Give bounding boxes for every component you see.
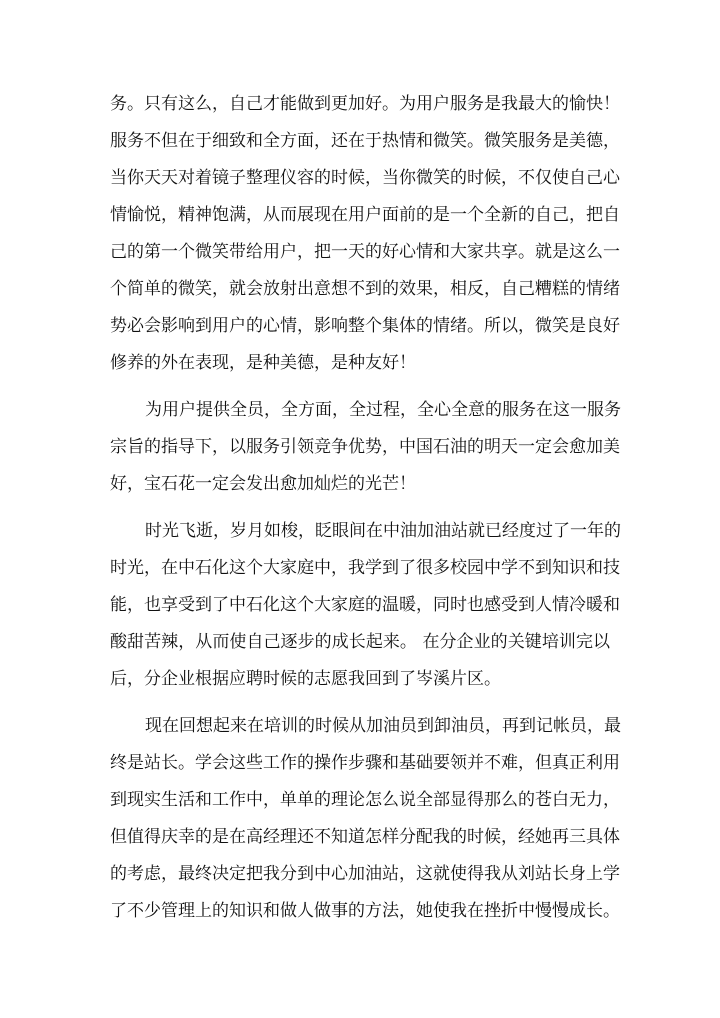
paragraph-1-line-4: 情愉悦，精神饱满，从而展现在用户面前的是一个全新的自己，把自 xyxy=(110,205,620,225)
paragraph-3-line-3: 能，也享受到了中石化这个大家庭的温暖，同时也感受到人情冷暖和 xyxy=(110,595,620,615)
paragraph-1-line-5: 己的第一个微笑带给用户，把一天的好心情和大家共享。就是这么一 xyxy=(110,242,620,262)
paragraph-1-line-8: 修养的外在表现，是种美德，是种友好！ xyxy=(110,353,416,373)
paragraph-4-line-3: 到现实生活和工作中，单单的理论怎么说全部显得那么的苍白无力， xyxy=(110,790,620,810)
paragraph-2-line-2: 宗旨的指导下，以服务引领竞争优势，中国石油的明天一定会愈加美 xyxy=(110,437,620,457)
paragraph-4-line-5: 的考虑，最终决定把我分到中心加油站，这就使得我从刘站长身上学 xyxy=(110,864,620,884)
paragraph-3-line-5: 后，分企业根据应聘时候的志愿我回到了岑溪片区。 xyxy=(110,669,501,689)
paragraph-1-line-6: 个简单的微笑，就会放射出意想不到的效果，相反，自己糟糕的情绪 xyxy=(110,279,620,299)
paragraph-4-line-6: 了不少管理上的知识和做人做事的方法，她使我在挫折中慢慢成长。 xyxy=(110,901,620,921)
paragraph-3-line-1: 时光飞逝，岁月如梭，眨眼间在中油加油站就已经度过了一年的 xyxy=(145,521,621,541)
paragraph-2-line-1: 为用户提供全员，全方面，全过程，全心全意的服务在这一服务 xyxy=(145,400,621,420)
paragraph-4-line-4: 但值得庆幸的是在高经理还不知道怎样分配我的时候，经她再三具体 xyxy=(110,827,620,847)
paragraph-1-line-7: 势必会影响到用户的心情，影响整个集体的情绪。所以，微笑是良好 xyxy=(110,316,620,336)
paragraph-2-line-3: 好，宝石花一定会发出愈加灿烂的光芒！ xyxy=(110,474,416,494)
paragraph-4-line-1: 现在回想起来在培训的时候从加油员到卸油员，再到记帐员，最 xyxy=(145,716,621,736)
paragraph-4-line-2: 终是站长。学会这些工作的操作步骤和基础要领并不难，但真正利用 xyxy=(110,753,620,773)
paragraph-1-line-1: 务。只有这么，自己才能做到更加好。为用户服务是我最大的愉快！ xyxy=(110,94,620,114)
paragraph-1-line-3: 当你天天对着镜子整理仪容的时候，当你微笑的时候，不仅使自己心 xyxy=(110,168,620,188)
paragraph-3-line-4: 酸甜苦辣，从而使自己逐步的成长起来。 在分企业的关键培训完以 xyxy=(110,632,610,652)
paragraph-1-line-2: 服务不但在于细致和全方面，还在于热情和微笑。微笑服务是美德， xyxy=(110,131,620,151)
paragraph-3-line-2: 时光，在中石化这个大家庭中，我学到了很多校园中学不到知识和技 xyxy=(110,558,620,578)
